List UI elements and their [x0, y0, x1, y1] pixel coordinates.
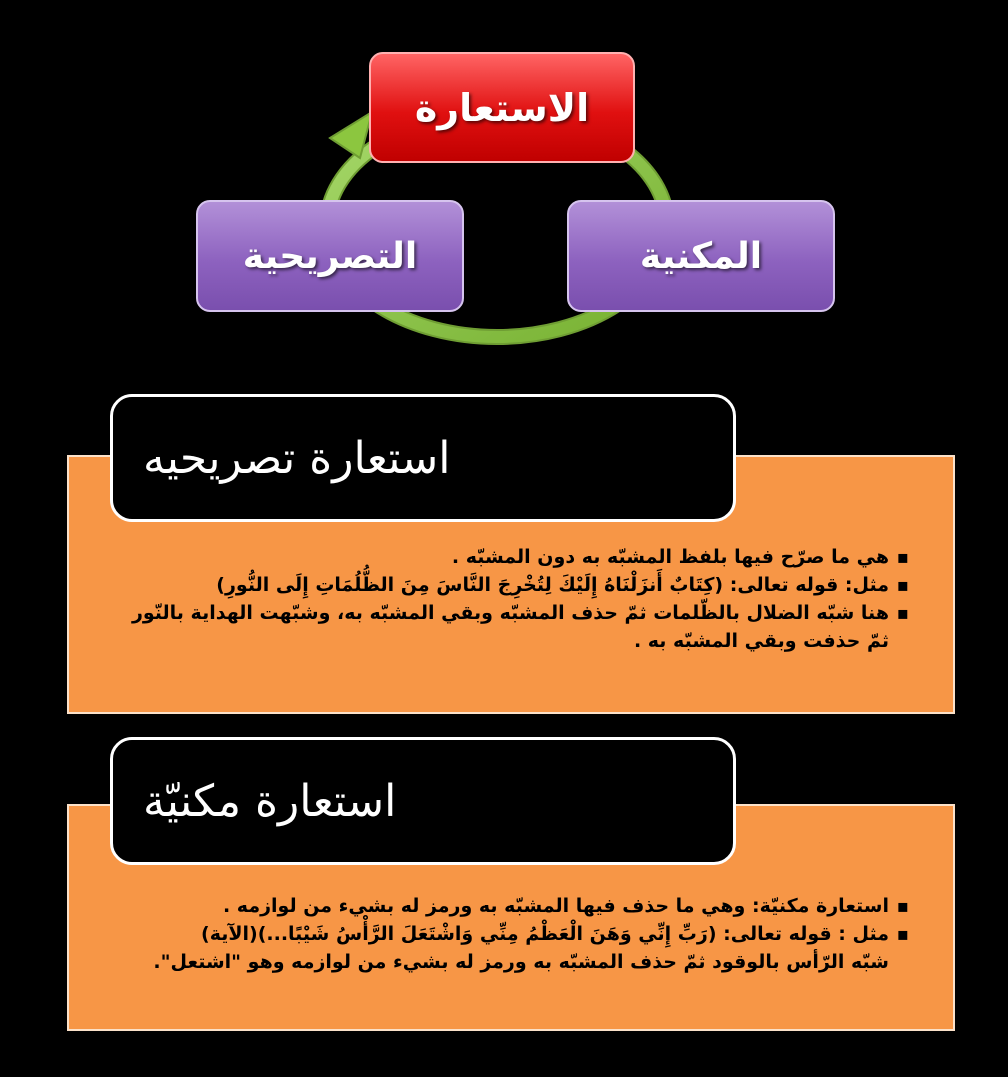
node-makniya [567, 200, 835, 312]
node-makniya-label: المكنية [639, 235, 763, 277]
node-isti-ara-label: الاستعارة [414, 85, 590, 130]
section-makniya-lines [109, 894, 909, 978]
node-tasrihiya-label: التصريحية [242, 235, 418, 277]
list-item: ثمّ حذفت وبقي المشبّه به . [633, 630, 889, 652]
list-item: ▪ هنا شبّه الضلال بالظّلمات ثمّ حذف المشبّه وبقي المشبّه به، وشبّهت الهداية بالنّور [109, 601, 909, 626]
section-tasrihiya-lines [109, 545, 909, 657]
list-item: شبّه الرّأس بالوقود ثمّ حذف المشبّه به ورمز له بشيء من لوازمه وهو "اشتعل". [153, 951, 889, 973]
list-item: ▪ هي ما صرّح فيها بلفظ المشبّه به دون المشبّه . [109, 545, 909, 570]
section-tasrihiya-title: استعارة تصريحيه [143, 432, 451, 484]
list-item: ▪ مثل: قوله تعالى: (كِتَابٌ أَنزَلْنَاهُ إِلَيْكَ لِتُخْرِجَ النَّاسَ مِنَ الظُّلُمَاتِ إِلَى النُّورِ) [109, 573, 909, 598]
list-item: ▪ استعارة مكنيّة: وهي ما حذف فيها المشبّه به ورمز له بشيء من لوازمه . [109, 894, 909, 919]
section-makniya-title-box [110, 737, 736, 865]
section-tasrihiya-title-box [110, 394, 736, 522]
section-makniya-title: استعارة مكنيّة [143, 775, 397, 827]
node-isti-ara [369, 52, 635, 163]
node-tasrihiya [196, 200, 464, 312]
list-item: ▪ مثل : قوله تعالى: (رَبِّ إِنِّي وَهَنَ الْعَظْمُ مِنِّي وَاشْتَعَلَ الرَّأْسُ شَيْبًا...)(الآية) [109, 922, 909, 947]
